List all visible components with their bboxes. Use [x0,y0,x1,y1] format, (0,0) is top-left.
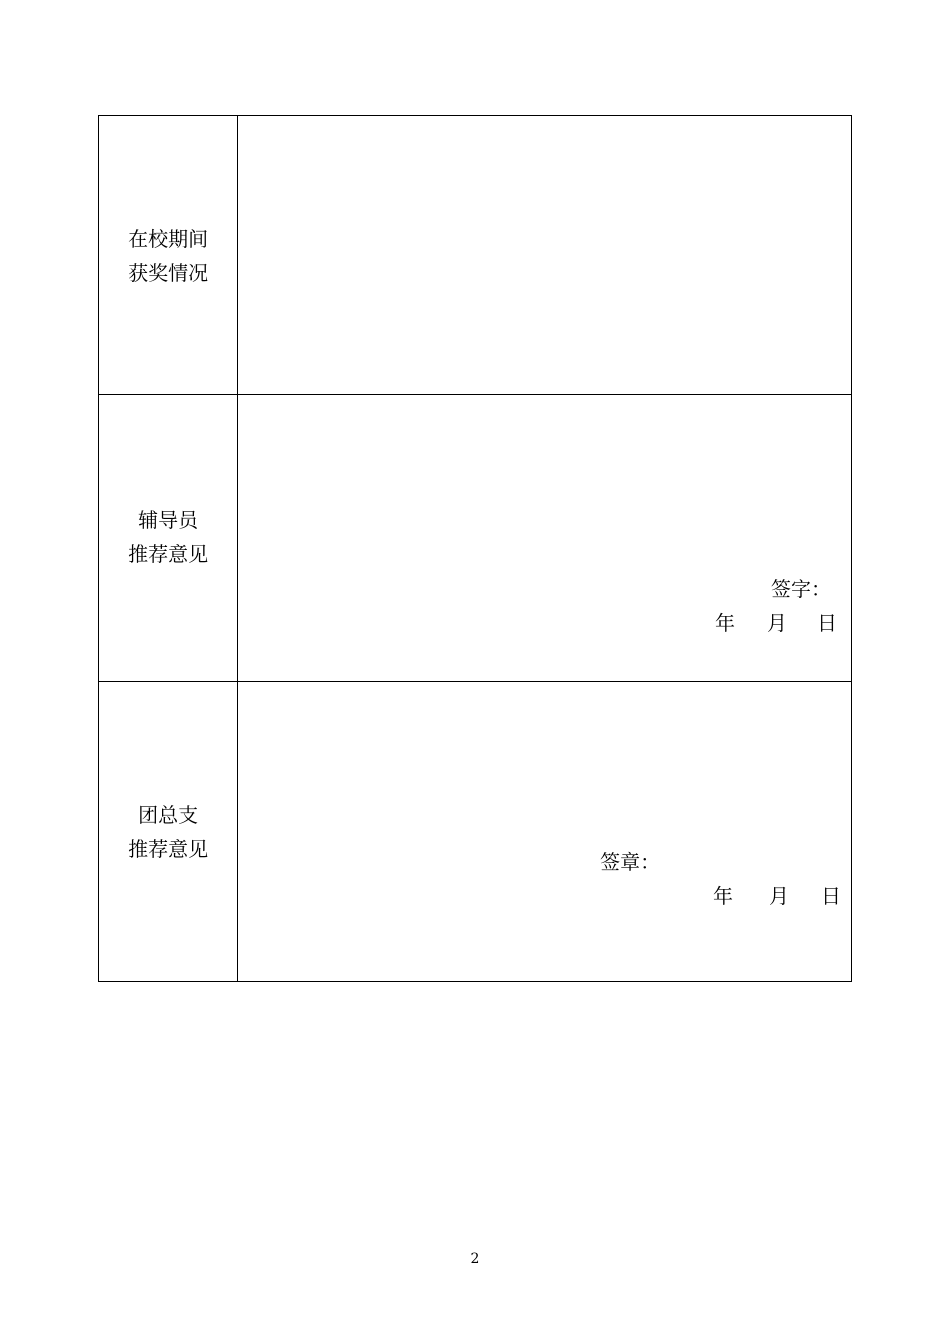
league-branch-label [99,798,237,866]
awards-content-field[interactable] [238,116,852,395]
league-branch-date-year: 年 [713,884,733,908]
counselor-date-line [715,611,837,635]
league-branch-label-line1: 团总支 [138,803,199,827]
counselor-opinion-field[interactable] [238,395,852,682]
league-branch-row [99,682,852,982]
counselor-date-year: 年 [715,611,735,635]
counselor-label-line1: 辅导员 [138,508,199,532]
league-branch-opinion-field[interactable] [238,682,852,982]
awards-label [99,222,237,290]
awards-label-cell [99,116,238,395]
awards-label-line2: 获奖情况 [128,261,209,285]
counselor-date-month: 月 [767,611,787,635]
counselor-label [99,503,237,571]
league-branch-label-line2: 推荐意见 [128,837,209,861]
league-branch-label-cell [99,682,238,982]
awards-label-line1: 在校期间 [128,227,209,251]
counselor-date-day: 日 [817,611,837,635]
recommendation-form-table [98,115,852,982]
league-branch-date-line [713,884,841,908]
league-branch-seal-label: 签章： [600,850,661,874]
league-branch-date-month: 月 [769,884,789,908]
counselor-label-line2: 推荐意见 [128,542,209,566]
league-branch-date-day: 日 [821,884,841,908]
awards-row [99,116,852,395]
counselor-label-cell [99,395,238,682]
counselor-signature-label: 签字： [771,577,831,601]
counselor-row [99,395,852,682]
page-number: 2 [470,1251,480,1267]
